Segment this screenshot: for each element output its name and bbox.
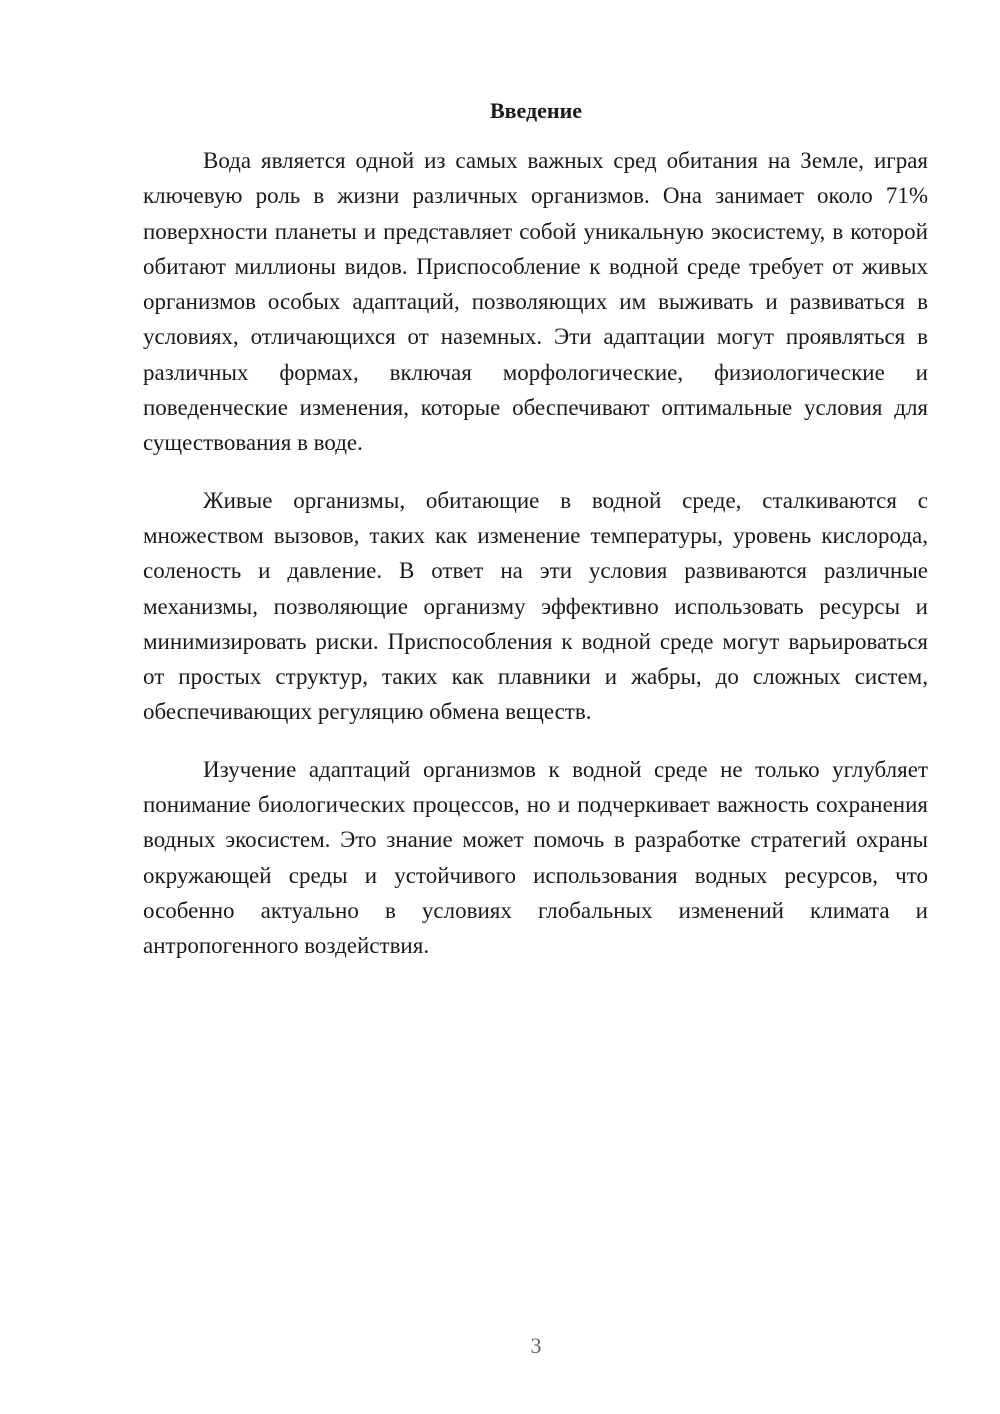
paragraph-3: Изучение адаптаций организмов к водной среде не только углубляет понимание биологических процессов, но и подчеркивает важность сохранения водных экосистем. Это знание может помочь в разработке стратегий охраны окружающей среды и устойчивого использования водных ресурсов, что особенно актуально в условиях глобальных изменений климата и антропогенного воздействия.	[143, 756, 928, 959]
paragraph-1: Вода является одной из самых важных сред обитания на Земле, играя ключевую роль в жизни различных организмов. Она занимает около 71% поверхности планеты и представляет собой уникальную экосистему, в которой обитают миллионы видов. Приспособление к водной среде требует от живых организмов особых адаптаций, позволяющих им выживать и развиваться в условиях, отличающихся от наземных. Эти адаптации могут проявляться в различных формах, включая морфологические, физиологические и поведенческие изменения, которые обеспечивают оптимальные условия для существования в воде.	[143, 148, 928, 456]
paragraph-2: Живые организмы, обитающие в водной среде, сталкиваются с множеством вызовов, таких как изменение температуры, уровень кислорода, соленость и давление. В ответ на эти условия развиваются различные механизмы, позволяющие организму эффективно использовать ресурсы и минимизировать риски. Приспособления к водной среде могут варьироваться от простых структур, таких как плавники и жабры, до сложных систем, обеспечивающих регуляцию обмена веществ.	[143, 487, 928, 725]
page-title: Введение	[489, 98, 583, 123]
page-number: 3	[530, 1333, 542, 1358]
body-text	[143, 143, 928, 986]
